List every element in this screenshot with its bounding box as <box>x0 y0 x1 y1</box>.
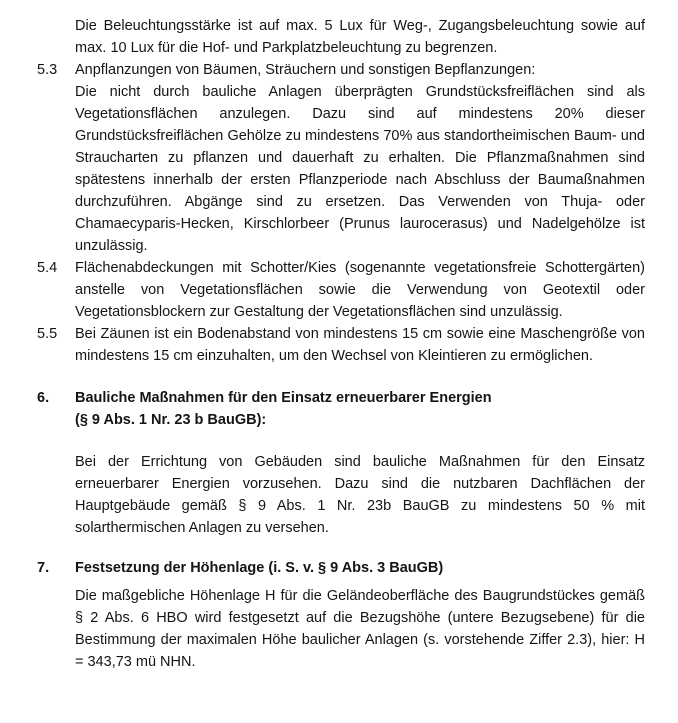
section-6-heading <box>37 387 645 431</box>
paragraph-lighting-text: Die Beleuchtungsstärke ist auf max. 5 Lux für Weg-, Zugangsbeleuchtung sowie auf max. 10 Lux für die Hof- und Parkplatzbeleuchtung zu begrenzen. <box>75 18 645 56</box>
item-5-3-body: Die nicht durch bauliche Anlagen überprägten Grundstücksfreiflächen sind als Vegetationsflächen anzulegen. Dazu sind auf mindestens 20% dieser Grundstücksfreiflächen Gehölze zu mindestens 70% aus standortheimischen Baum- und Straucharten zu pflanzen und dauerhaft zu erhalten. Die Pflanzmaßnahmen sind spätestens innerhalb der ersten Pflanzperiode nach Abschluss der Baumaßnahmen durchzuführen. Abgänge sind zu ersetzen. Das Verwenden von Thuja- oder Chamaecyparis-Hecken, Kirschlorbeer (Prunus laurocerasus) und Nadelgehölze ist unzulässig. <box>75 84 645 254</box>
item-5-3-title: Anpflanzungen von Bäumen, Sträuchern und sonstigen Bepflanzungen: <box>75 62 536 78</box>
section-number: 6. <box>37 390 50 406</box>
section-7-heading-text: Festsetzung der Höhenlage (i. S. v. § 9 Abs. 3 BauGB) <box>75 560 444 576</box>
list-item-5-4 <box>37 257 645 323</box>
section-7-paragraph-text: Die maßgebliche Höhenlage H für die Geländeoberfläche des Baugrundstückes gemäß § 2 Abs. 6 HBO wird festgesetzt auf die Bezugshöhe (untere Bezugsebene) für die Bestimmung der maximalen Höhe baulicher Anlagen (s. vorstehende Ziffer 2.3), hier: H = 343,73 mü NHN. <box>75 588 645 670</box>
section-7-paragraph <box>37 585 645 673</box>
paragraph-lighting <box>37 15 645 59</box>
item-5-4-body: Flächenabdeckungen mit Schotter/Kies (sogenannte vegetationsfreie Schottergärten) anstelle von Vegetationsflächen sowie die Verwendung von Geotextil oder Vegetationsblockern zur Gestaltung der Vegetationsflächen sind unzulässig. <box>75 260 645 320</box>
section-number: 7. <box>37 560 50 576</box>
section-6-paragraph-text: Bei der Errichtung von Gebäuden sind bauliche Maßnahmen für den Einsatz erneuerbarer Energien vorzusehen. Dazu sind die nutzbaren Dachflächen der Hauptgebäude gemäß § 9 Abs. 1 Nr. 23b BauGB zu mindestens 50 % mit solarthermischen Anlagen zu versehen. <box>75 454 645 536</box>
item-5-3-content <box>75 59 645 257</box>
section-6-heading-text <box>75 387 645 431</box>
section-6-heading-line2: (§ 9 Abs. 1 Nr. 23 b BauGB): <box>75 412 267 428</box>
list-item-5-5 <box>37 323 645 367</box>
item-5-5-body: Bei Zäunen ist ein Bodenabstand von mindestens 15 cm sowie eine Maschengröße von mindestens 15 cm einzuhalten, um den Wechsel von Kleintieren zu ermöglichen. <box>75 326 645 364</box>
section-6-heading-line1: Bauliche Maßnahmen für den Einsatz erneuerbarer Energien <box>75 390 492 406</box>
item-number: 5.5 <box>37 326 58 342</box>
item-number: 5.4 <box>37 260 58 276</box>
list-item-5-3 <box>37 59 645 257</box>
section-7-heading <box>37 557 645 579</box>
item-number: 5.3 <box>37 62 58 78</box>
section-6-paragraph <box>37 451 645 539</box>
